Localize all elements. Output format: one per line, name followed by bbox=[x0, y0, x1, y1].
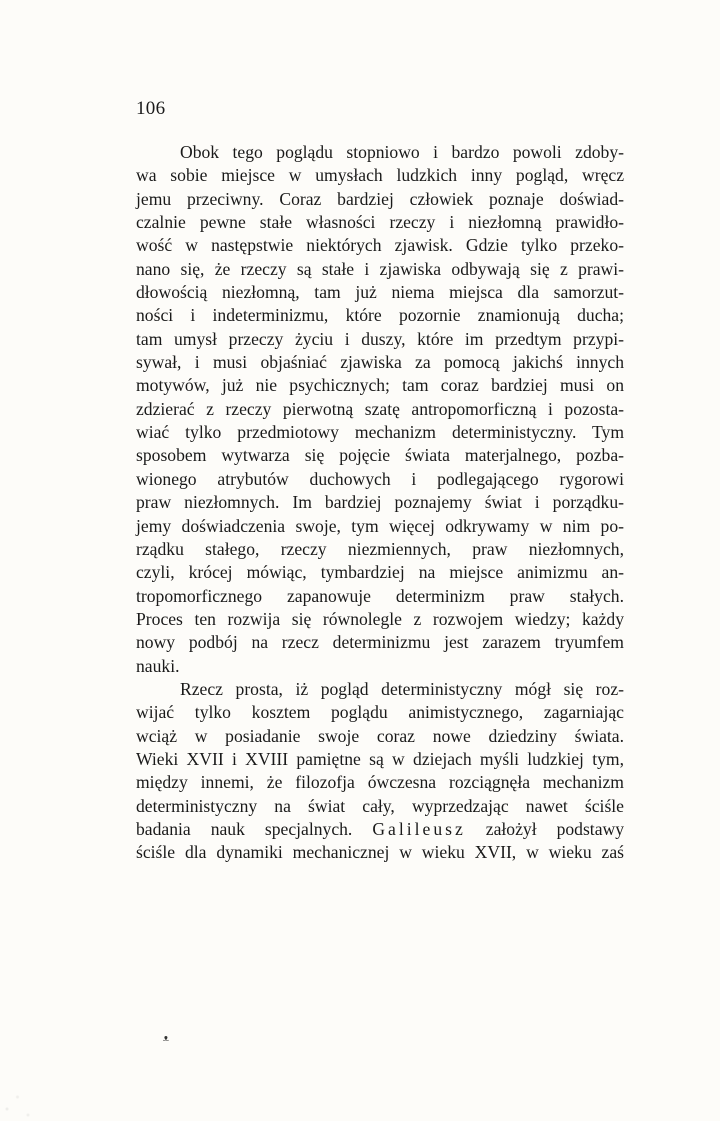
text-line: wa sobie miejsce w umysłach ludzkich inny pogląd, wręcz bbox=[136, 165, 624, 186]
text-line: deterministyczny na świat cały, wyprzedzając nawet ściśle bbox=[136, 795, 624, 816]
text-line: czyli, krócej mówiąc, tymbardziej na miejsce animizmu an- bbox=[136, 562, 624, 583]
text-line: zdzierać z rzeczy pierwotną szatę antropomorficzną i pozosta- bbox=[136, 398, 624, 419]
text-line: nano się, że rzeczy są stałe i zjawiska odbywają się z prawi- bbox=[136, 258, 624, 279]
text-line: Obok tego poglądu stopniowo i bardzo powoli zdoby- bbox=[180, 142, 624, 162]
text-segment: badania nauk specjalnych. bbox=[136, 818, 353, 839]
text-line: motywów, już nie psychicznych; tam coraz bardziej musi on bbox=[136, 375, 624, 396]
text-segment: założył podstawy bbox=[485, 818, 625, 839]
text-line: nowy podbój na rzecz determinizmu jest zarazem tryumfem bbox=[136, 632, 624, 653]
text-line: nauki. bbox=[136, 655, 180, 676]
text-line: wionego atrybutów duchowych i podlegającego rygorowi bbox=[136, 468, 624, 489]
footer-ornament: ᴥ bbox=[163, 1032, 169, 1044]
body-text bbox=[136, 141, 624, 865]
text-line: dłowością niezłomną, tam już niema miejsca dla samorzut- bbox=[136, 282, 624, 303]
text-line: sywał, i musi objaśniać zjawiska za pomocą jakichś innych bbox=[136, 352, 624, 373]
text-line: wijać tylko kosztem poglądu animistycznego, zagarniając bbox=[136, 702, 624, 723]
text-line: sposobem wytwarza się pojęcie świata materjalnego, pozba- bbox=[136, 445, 624, 466]
text-line: ściśle dla dynamiki mechanicznej w wieku XVII, w wieku zaś bbox=[136, 842, 624, 863]
text-line-with-name bbox=[136, 818, 624, 841]
text-line: ności i indeterminizmu, które pozornie znamionują ducha; bbox=[136, 305, 624, 326]
text-line: praw niezłomnych. Im bardziej poznajemy świat i porządku- bbox=[136, 492, 624, 513]
text-line: wość w następstwie niektórych zjawisk. Gdzie tylko przeko- bbox=[136, 235, 624, 256]
spaced-name: Galileusz bbox=[372, 818, 466, 839]
page-number: 106 bbox=[136, 98, 166, 119]
text-line: wiać tylko przedmiotowy mechanizm deterministyczny. Tym bbox=[136, 422, 624, 443]
text-line: rządku stałego, rzeczy niezmiennych, praw niezłomnych, bbox=[136, 538, 624, 559]
text-line: wciąż w posiadanie swoje coraz nowe dziedziny świata. bbox=[136, 725, 624, 746]
text-line: tam umysł przeczy życiu i duszy, które im przedtym przypi- bbox=[136, 328, 624, 349]
text-line: tropomorficznego zapanowuje determinizm praw stałych. bbox=[136, 585, 624, 606]
text-line: Wieki XVII i XVIII pamiętne są w dziejach myśli ludzkiej tym, bbox=[136, 748, 624, 769]
text-line: między innemi, że filozofja ówczesna rozciągnęła mechanizm bbox=[136, 772, 624, 793]
text-line: czalnie pewne stałe własności rzeczy i niezłomną prawidło- bbox=[136, 212, 624, 233]
scan-speckle bbox=[0, 1061, 70, 1121]
text-line: jemy doświadczenia swoje, tym więcej odkrywamy w nim po- bbox=[136, 515, 624, 536]
text-line: Proces ten rozwija się równolegle z rozwojem wiedzy; każdy bbox=[136, 608, 624, 629]
text-line: jemu przeciwny. Coraz bardziej człowiek poznaje doświad- bbox=[136, 188, 624, 209]
text-line: Rzecz prosta, iż pogląd deterministyczny mógł się roz- bbox=[180, 678, 624, 699]
